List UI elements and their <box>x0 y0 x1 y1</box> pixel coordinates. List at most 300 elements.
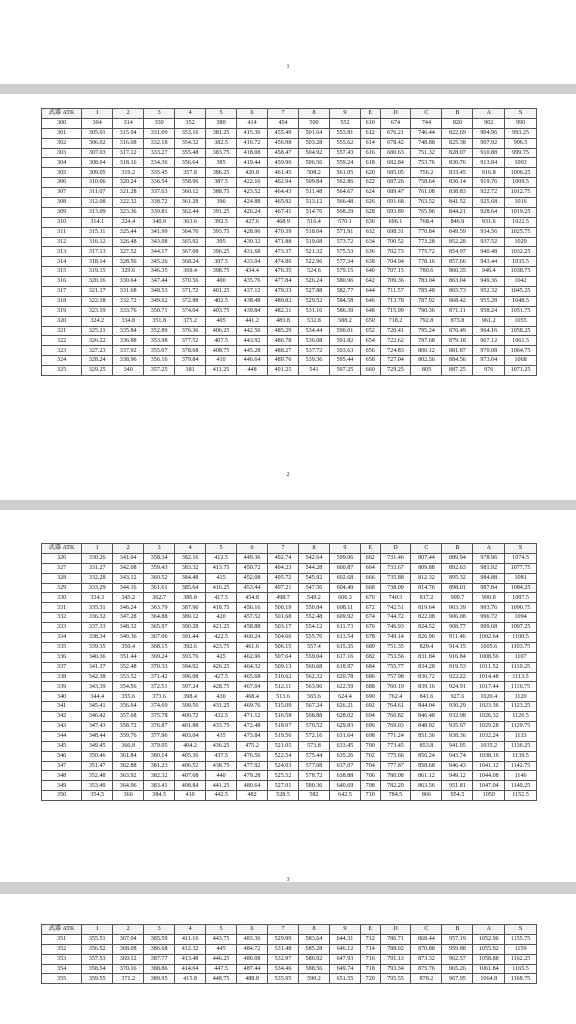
table-row <box>42 652 537 662</box>
table-cell: 335.84 <box>113 326 144 336</box>
table-cell: 532.97 <box>268 954 299 964</box>
row-header-cell: 308 <box>42 198 82 208</box>
table-cell: 438.48 <box>237 296 268 306</box>
table-cell: 1011.52 <box>473 662 505 672</box>
table-cell: 316.12 <box>82 237 113 247</box>
column-header: 3 <box>144 544 175 554</box>
table-cell: 375.2 <box>175 316 206 326</box>
table-cell: 702 <box>360 751 380 761</box>
table-cell: 446.64 <box>237 356 268 366</box>
table-cell: 629.83 <box>329 722 360 732</box>
column-header: D <box>380 544 411 554</box>
table-row <box>42 553 537 563</box>
table-cell: 529.52 <box>299 296 330 306</box>
table-row <box>42 751 537 761</box>
table-row <box>42 207 537 217</box>
row-header-cell: 312 <box>42 237 82 247</box>
table-cell: 1019.25 <box>505 207 537 217</box>
table-cell: 674 <box>360 613 380 623</box>
table-cell: 729.25 <box>380 366 411 376</box>
table-cell: 600.87 <box>329 563 360 573</box>
table-cell: 368.15 <box>144 642 175 652</box>
table-cell: 775.72 <box>411 247 442 257</box>
table-cell: 868.42 <box>442 296 473 306</box>
table-cell: 430.32 <box>237 237 268 247</box>
table-cell: 903.39 <box>442 603 473 613</box>
table-cell: 698 <box>360 731 380 741</box>
column-header: 7 <box>268 925 299 935</box>
table-cell: 317.13 <box>82 247 113 257</box>
table-cell: 687.26 <box>380 178 411 188</box>
table-cell: 347.28 <box>113 613 144 623</box>
table-cell: 1097.25 <box>505 623 537 633</box>
table-cell: 793.34 <box>380 964 411 974</box>
table-cell: 418.75 <box>206 603 237 613</box>
column-header: 8 <box>299 925 330 935</box>
table-cell: 524.6 <box>299 267 330 277</box>
table-cell: 646.12 <box>329 944 360 954</box>
table-cell: 914.15 <box>442 642 473 652</box>
table-cell: 336.54 <box>144 178 175 188</box>
table-cell: 700 <box>360 741 380 751</box>
table-row <box>42 672 537 682</box>
table-cell: 404.2 <box>175 741 206 751</box>
table-cell: 922.22 <box>442 672 473 682</box>
table-cell: 809.88 <box>411 563 442 573</box>
table-cell: 515.09 <box>268 702 299 712</box>
table-cell: 504.92 <box>299 148 330 158</box>
table-cell: 577.08 <box>299 761 330 771</box>
table-cell: 332.72 <box>113 296 144 306</box>
table-cell: 680.63 <box>380 148 411 158</box>
table-cell: 402.5 <box>206 296 237 306</box>
table-cell: 516.58 <box>268 712 299 722</box>
table-cell: 362.88 <box>113 761 144 771</box>
table-cell: 370.33 <box>144 662 175 672</box>
table-cell: 570.52 <box>299 722 330 732</box>
column-header: 2 <box>113 925 144 935</box>
table-cell: 377.96 <box>144 731 175 741</box>
table-cell: 382.32 <box>144 771 175 781</box>
table-cell: 1068 <box>505 356 537 366</box>
table-cell: 780.6 <box>411 267 442 277</box>
table-cell: 1064.75 <box>505 346 537 356</box>
column-header: B <box>442 925 473 935</box>
table-cell: 940.48 <box>473 247 505 257</box>
table-cell: 438.75 <box>206 761 237 771</box>
table-cell: 777.87 <box>380 761 411 771</box>
table-cell: 1029 <box>505 237 537 247</box>
table-cell: 898.01 <box>442 583 473 593</box>
table-cell: 387.5 <box>206 178 237 188</box>
table-cell: 763.52 <box>411 198 442 208</box>
table-cell: 638 <box>360 257 380 267</box>
column-header: C <box>411 544 442 554</box>
table-cell: 385.64 <box>175 583 206 593</box>
table-cell: 967.12 <box>473 336 505 346</box>
table-row <box>42 603 537 613</box>
table-cell: 999.68 <box>473 623 505 633</box>
table-cell: 513.6 <box>268 692 299 702</box>
table-cell: 398.4 <box>175 692 206 702</box>
table-cell: 338.72 <box>144 198 175 208</box>
table-cell: 553.81 <box>329 128 360 138</box>
table-cell: 527.01 <box>268 781 299 791</box>
table-cell: 962.57 <box>442 954 473 964</box>
table-cell: 345.26 <box>144 257 175 267</box>
table-cell: 443.92 <box>237 336 268 346</box>
table-cell: 415.36 <box>237 128 268 138</box>
table-cell: 718 <box>360 964 380 974</box>
table-cell: 714 <box>360 944 380 954</box>
table-cell: 557.4 <box>299 642 330 652</box>
table-cell: 1146 <box>505 771 537 781</box>
table-cell: 332.18 <box>144 138 175 148</box>
table-cell: 941.05 <box>442 741 473 751</box>
table-cell: 386.25 <box>206 168 237 178</box>
table-cell: 522.54 <box>268 751 299 761</box>
table-cell: 483.8 <box>268 316 299 326</box>
table-cell: 354.56 <box>113 682 144 692</box>
table-cell: 895.32 <box>442 573 473 583</box>
table-cell: 359.55 <box>82 974 113 984</box>
table-body <box>42 934 537 983</box>
table-row <box>42 954 537 964</box>
table-row <box>42 267 537 277</box>
column-header: C <box>411 109 442 119</box>
table-cell: 349.36 <box>113 633 144 643</box>
table-cell: 352.48 <box>113 662 144 672</box>
table-cell: 825.38 <box>442 138 473 148</box>
table-cell: 381.25 <box>206 128 237 138</box>
table-row <box>42 148 537 158</box>
column-header: 4 <box>175 544 206 554</box>
table-cell: 359.76 <box>113 731 144 741</box>
table-cell: 480.82 <box>268 296 299 306</box>
table-cell: 531.48 <box>268 944 299 954</box>
table-cell: 346.35 <box>144 267 175 277</box>
table-cell: 364.88 <box>144 613 175 623</box>
table-cell: 561.05 <box>329 168 360 178</box>
table-cell: 360.8 <box>113 741 144 751</box>
table-cell: 668 <box>360 583 380 593</box>
table-cell: 612 <box>360 128 380 138</box>
row-header-cell: 313 <box>42 247 82 257</box>
table-cell: 976 <box>473 366 505 376</box>
table-cell: 715.99 <box>380 306 411 316</box>
table-cell: 1077.75 <box>505 563 537 573</box>
table-cell: 343.08 <box>144 237 175 247</box>
table-cell: 961.2 <box>473 316 505 326</box>
table-cell: 435.76 <box>237 277 268 287</box>
row-header-cell: 315 <box>42 267 82 277</box>
atk-table-1 <box>41 108 537 376</box>
row-header-cell: 318 <box>42 296 82 306</box>
table-cell: 559.24 <box>329 158 360 168</box>
table-cell: 654 <box>360 336 380 346</box>
table-cell: 483.36 <box>237 934 268 944</box>
table-cell: 786.71 <box>380 934 411 944</box>
table-cell: 585.28 <box>299 944 330 954</box>
table-cell: 1038.75 <box>505 267 537 277</box>
table-cell: 357.53 <box>82 954 113 964</box>
table-cell: 848.92 <box>411 722 442 732</box>
table-cell: 595.44 <box>329 356 360 366</box>
table-cell: 771.24 <box>380 731 411 741</box>
table-cell: 354.32 <box>175 138 206 148</box>
table-cell: 356.64 <box>113 702 144 712</box>
table-cell: 400.72 <box>175 712 206 722</box>
table-cell: 856.24 <box>411 751 442 761</box>
table-cell: 691.68 <box>380 198 411 208</box>
table-cell: 369.4 <box>175 267 206 277</box>
table-cell: 707.15 <box>380 267 411 277</box>
table-cell: 467.04 <box>237 682 268 692</box>
table-cell: 981.92 <box>473 563 505 573</box>
table-cell: 418.08 <box>237 148 268 158</box>
table-cell: 488.8 <box>237 974 268 984</box>
table-cell: 347.44 <box>144 277 175 287</box>
row-header-cell: 316 <box>42 277 82 287</box>
table-cell: 1152.5 <box>505 791 537 801</box>
table-cell: 822.08 <box>411 613 442 623</box>
table-row <box>42 964 537 974</box>
table-cell: 360.52 <box>144 573 175 583</box>
table-cell: 474.86 <box>268 257 299 267</box>
table-cell: 1090.75 <box>505 603 537 613</box>
table-cell: 749.14 <box>380 633 411 643</box>
table-row <box>42 692 537 702</box>
table-cell: 378.68 <box>175 346 206 356</box>
table-cell: 638.88 <box>329 771 360 781</box>
table-cell: 381.23 <box>144 761 175 771</box>
table-cell: 350.4 <box>113 642 144 652</box>
table-cell: 397.5 <box>206 257 237 267</box>
table-cell: 358.72 <box>113 722 144 732</box>
table-cell: 1009.5 <box>505 178 537 188</box>
table-cell: 1110.25 <box>505 662 537 672</box>
table-cell: 651.55 <box>329 974 360 984</box>
table-cell: 526.24 <box>299 277 330 287</box>
table-cell: 417.5 <box>206 593 237 603</box>
table-cell: 642 <box>360 277 380 287</box>
atk-table-3 <box>41 924 537 984</box>
table-cell: 446.25 <box>206 954 237 964</box>
row-header-cell: 325 <box>42 366 82 376</box>
table-cell: 375.78 <box>144 712 175 722</box>
table-row <box>42 583 537 593</box>
table-cell: 361.61 <box>144 583 175 593</box>
table-cell: 508.2 <box>299 168 330 178</box>
table-cell: 868.44 <box>411 934 442 944</box>
table-cell: 500.19 <box>268 603 299 613</box>
row-header-cell: 353 <box>42 954 82 964</box>
table-row <box>42 247 537 257</box>
table-cell: 335.45 <box>144 168 175 178</box>
table-cell: 396.08 <box>175 672 206 682</box>
table-cell: 332.28 <box>82 573 113 583</box>
table-cell: 403.75 <box>206 306 237 316</box>
table-cell: 957.19 <box>442 934 473 944</box>
table-cell: 833.45 <box>442 168 473 178</box>
table-cell: 768.4 <box>411 217 442 227</box>
row-header-cell: 331 <box>42 603 82 613</box>
table-cell: 345.2 <box>113 593 144 603</box>
table-cell: 670 <box>360 593 380 603</box>
table-cell: 525.52 <box>268 771 299 781</box>
row-header-cell: 336 <box>42 652 82 662</box>
table-cell: 384.48 <box>175 573 206 583</box>
table-cell: 931.6 <box>473 217 505 227</box>
table-cell: 348.32 <box>113 623 144 633</box>
table-cell: 362.44 <box>175 207 206 217</box>
table-cell: 648 <box>360 306 380 316</box>
table-cell: 907.92 <box>473 138 505 148</box>
table-cell: 1035.5 <box>505 257 537 267</box>
column-header: E <box>360 925 380 935</box>
table-cell: 978.96 <box>473 553 505 563</box>
table-cell: 919.53 <box>442 662 473 672</box>
table-cell: 620 <box>360 168 380 178</box>
table-cell: 632 <box>360 227 380 237</box>
table-cell: 662 <box>360 553 380 563</box>
table-cell: 390 <box>206 198 237 208</box>
table-cell: 383.41 <box>144 781 175 791</box>
table-cell: 846.48 <box>411 712 442 722</box>
table-cell: 684 <box>360 662 380 672</box>
table-cell: 414.64 <box>175 964 206 974</box>
table-cell: 388.86 <box>144 964 175 974</box>
table-cell: 513.12 <box>299 198 330 208</box>
table-cell: 485.29 <box>268 326 299 336</box>
column-header: 7 <box>268 544 299 554</box>
table-cell: 704 <box>360 761 380 771</box>
table-cell: 946.43 <box>442 761 473 771</box>
row-header-cell: 332 <box>42 613 82 623</box>
table-cell: 449.36 <box>237 553 268 563</box>
table-cell: 334.36 <box>144 158 175 168</box>
table-row <box>42 336 537 346</box>
table-row <box>42 791 537 801</box>
table-cell: 471.12 <box>237 712 268 722</box>
table-cell: 567.24 <box>299 702 330 712</box>
table-cell: 720.41 <box>380 326 411 336</box>
table-cell: 633.45 <box>329 741 360 751</box>
table-cell: 357.25 <box>144 366 175 376</box>
table-row <box>42 563 537 573</box>
table-cell: 369.12 <box>113 954 144 964</box>
table-cell: 555.62 <box>329 138 360 148</box>
row-header-cell: 319 <box>42 306 82 316</box>
table-cell: 731.46 <box>380 553 411 563</box>
table-cell: 624.4 <box>329 692 360 702</box>
table-cell: 1023.36 <box>473 702 505 712</box>
table-cell: 495.72 <box>268 573 299 583</box>
table-cell: 588.56 <box>299 964 330 974</box>
table-cell: 333.29 <box>82 583 113 593</box>
table-cell: 369.24 <box>144 652 175 662</box>
table-cell: 1126.5 <box>505 712 537 722</box>
table-cell: 542.64 <box>299 553 330 563</box>
table-cell: 685.05 <box>380 168 411 178</box>
table-cell: 410 <box>175 791 206 801</box>
table-cell: 487.44 <box>237 964 268 974</box>
table-cell: 471.88 <box>268 237 299 247</box>
table-cell: 568.29 <box>329 207 360 217</box>
table-cell: 465.68 <box>237 672 268 682</box>
table-cell: 740.3 <box>380 593 411 603</box>
column-header: S <box>505 544 537 554</box>
table-cell: 367.04 <box>113 934 144 944</box>
row-header-cell: 323 <box>42 346 82 356</box>
table-cell: 366 <box>113 791 144 801</box>
table-cell: 371.2 <box>113 974 144 984</box>
table-cell: 964.16 <box>473 326 505 336</box>
row-header-cell: 310 <box>42 217 82 227</box>
table-cell: 541 <box>299 366 330 376</box>
table-cell: 925.68 <box>473 198 505 208</box>
table-cell: 411.16 <box>175 934 206 944</box>
table-cell: 448 <box>237 366 268 376</box>
table-cell: 472.48 <box>237 722 268 732</box>
column-header: B <box>442 109 473 119</box>
table-cell: 666 <box>360 573 380 583</box>
table-row <box>42 158 537 168</box>
table-cell: 381 <box>175 366 206 376</box>
table-cell: 414 <box>237 118 268 128</box>
table-row <box>42 227 537 237</box>
table-cell: 788.92 <box>380 944 411 954</box>
row-header-cell: 324 <box>42 356 82 366</box>
table-cell: 465.92 <box>268 198 299 208</box>
table-cell: 329.6 <box>113 267 144 277</box>
table-cell: 423.75 <box>206 642 237 652</box>
table-cell: 854.97 <box>442 247 473 257</box>
table-cell: 1123.25 <box>505 702 537 712</box>
table-cell: 330.26 <box>82 553 113 563</box>
table-row <box>42 712 537 722</box>
table-cell: 361.84 <box>113 751 144 761</box>
table-cell: 718.2 <box>380 316 411 326</box>
table-cell: 775.66 <box>380 751 411 761</box>
table-cell: 482.31 <box>268 306 299 316</box>
table-cell: 383.75 <box>206 148 237 158</box>
table-cell: 710 <box>360 791 380 801</box>
table-cell: 580.96 <box>329 277 360 287</box>
table-cell: 851.36 <box>411 731 442 741</box>
table-cell: 766.82 <box>380 712 411 722</box>
table-header-row <box>42 925 537 935</box>
table-cell: 461.45 <box>268 168 299 178</box>
table-cell: 597.25 <box>329 366 360 376</box>
table-cell: 853.8 <box>411 741 442 751</box>
table-cell: 311.07 <box>82 188 113 198</box>
table-cell: 400 <box>206 277 237 287</box>
table-cell: 470.39 <box>268 227 299 237</box>
table-cell: 353.52 <box>113 672 144 682</box>
table-cell: 521.05 <box>268 741 299 751</box>
table-cell: 426.24 <box>237 207 268 217</box>
table-cell: 497.21 <box>268 583 299 593</box>
table-cell: 431.68 <box>237 247 268 257</box>
table-cell: 1042 <box>505 277 537 287</box>
table-cell: 323.19 <box>82 306 113 316</box>
table-cell: 459.96 <box>268 158 299 168</box>
table-cell: 783.04 <box>411 277 442 287</box>
table-cell: 498.7 <box>268 593 299 603</box>
table-cell: 364.96 <box>113 781 144 791</box>
table-cell: 413.75 <box>206 563 237 573</box>
